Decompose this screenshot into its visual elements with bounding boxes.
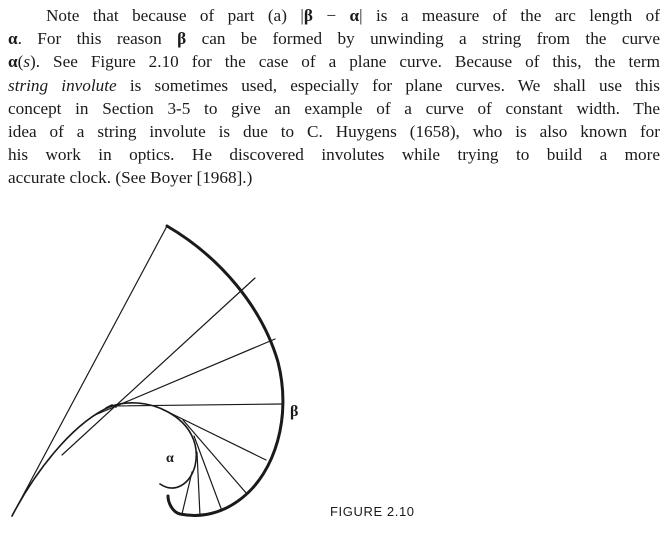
text-segment: is sometimes used, especially for plane curves. We shall use this	[116, 75, 660, 95]
text-line-7: his work in optics. He discovered involutes while trying to build a more	[8, 145, 660, 165]
beta-symbol: β	[303, 6, 313, 25]
text-segment: −	[312, 6, 350, 25]
figure-caption: FIGURE 2.10	[330, 504, 415, 519]
text-line-6: idea of a string involute is due to C. Huygens (1658), who is also known for	[8, 122, 660, 142]
tangent-line	[110, 404, 282, 406]
tangent-line	[12, 226, 167, 516]
text-line-3	[8, 50, 660, 73]
beta-symbol: β	[177, 29, 187, 49]
text-segment: can be formed by unwinding a string from the curve	[186, 29, 660, 49]
tangent-line	[62, 278, 255, 455]
italic-term: string involute	[8, 75, 117, 95]
text-segment: . For this reason	[17, 29, 178, 49]
involute-figure	[0, 222, 668, 540]
body-paragraph	[8, 4, 660, 190]
variable-s: s	[23, 52, 31, 72]
text-line-5: concept in Section 3-5 to give an example of a curve of constant width. The	[8, 98, 660, 118]
alpha-symbol: α	[8, 52, 18, 72]
text-line-8: accurate clock. (See Boyer [1968].)	[8, 168, 253, 188]
text-segment: ). See Figure 2.10 for the case of a plane curve. Because of this, the term	[30, 52, 660, 72]
tangent-line	[160, 408, 266, 460]
tangent-line	[182, 472, 192, 514]
tangent-line	[183, 420, 247, 494]
text-line-1	[8, 4, 660, 27]
tangent-line	[197, 452, 200, 516]
label-alpha: α	[166, 451, 174, 466]
alpha-symbol: α	[349, 6, 360, 25]
text-line-4	[8, 74, 660, 97]
alpha-symbol: α	[8, 29, 18, 49]
text-segment: Note that because of part (a) |	[46, 6, 304, 25]
text-segment: (	[17, 52, 24, 72]
text-line-2	[8, 27, 660, 50]
curve-beta	[167, 226, 283, 515]
text-segment: | is a measure of the arc length of	[359, 6, 660, 25]
tangent-line	[95, 339, 275, 415]
label-beta: β	[290, 403, 299, 420]
